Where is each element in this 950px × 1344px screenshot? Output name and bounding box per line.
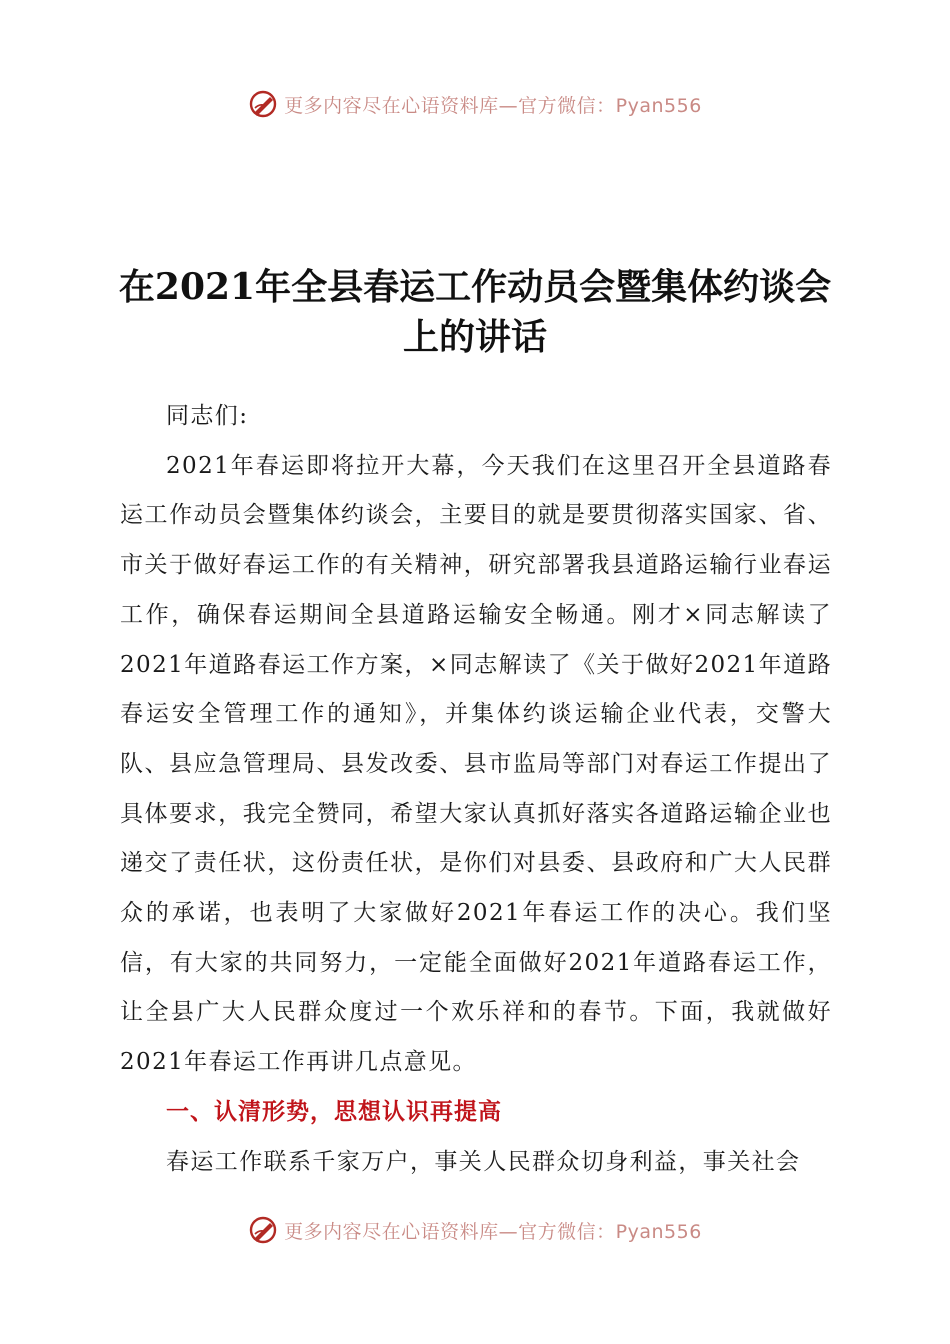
paragraph-2: 春运工作联系千家万户，事关人民群众切身利益，事关社会 <box>166 1148 801 1175</box>
document-body <box>120 392 832 1187</box>
title-line-2: 上的讲话 <box>402 316 547 358</box>
pen-circle-logo-icon <box>248 1215 278 1245</box>
section-heading-1: 一、认清形势，思想认识再提高 <box>166 1098 502 1125</box>
title-line-1: 在2021年全县春运工作动员会暨集体约谈会 <box>118 266 832 308</box>
watermark-text: 更多内容尽在心语资料库—官方微信：Pyan556 <box>284 1220 702 1243</box>
document-title <box>80 262 870 362</box>
watermark-header <box>0 84 950 124</box>
watermark-text: 更多内容尽在心语资料库—官方微信：Pyan556 <box>284 94 702 117</box>
pen-circle-logo-icon <box>248 89 278 119</box>
watermark-footer <box>0 1210 950 1250</box>
paragraph-1: 2021年春运即将拉开大幕，今天我们在这里召开全县道路春运工作动员会暨集体约谈会，主要目的就是要贯彻落实国家、省、市关于做好春运工作的有关精神，研究部署我县道路运输行业春运工作，确保春运期间全县道路运输安全畅通。刚才×同志解读了2021年道路春运工作方案，×同志解读了《关于做好2021年道路春运安全管理工作的通知》，并集体约谈运输企业代表，交警大队、县应急管理局、县发改委、县市监局等部门对春运工作提出了具体要求，我完全赞同，希望大家认真抓好落实各道路运输企业也递交了责任状，这份责任状，是你们对县委、县政府和广大人民群众的承诺，也表明了大家做好2021年春运工作的决心。我们坚信，有大家的共同努力，一定能全面做好2021年道路春运工作，让全县广大人民群众度过一个欢乐祥和的春节。下面，我就做好2021年春运工作再讲几点意见。 <box>120 452 832 1076</box>
salutation: 同志们: <box>166 403 249 429</box>
